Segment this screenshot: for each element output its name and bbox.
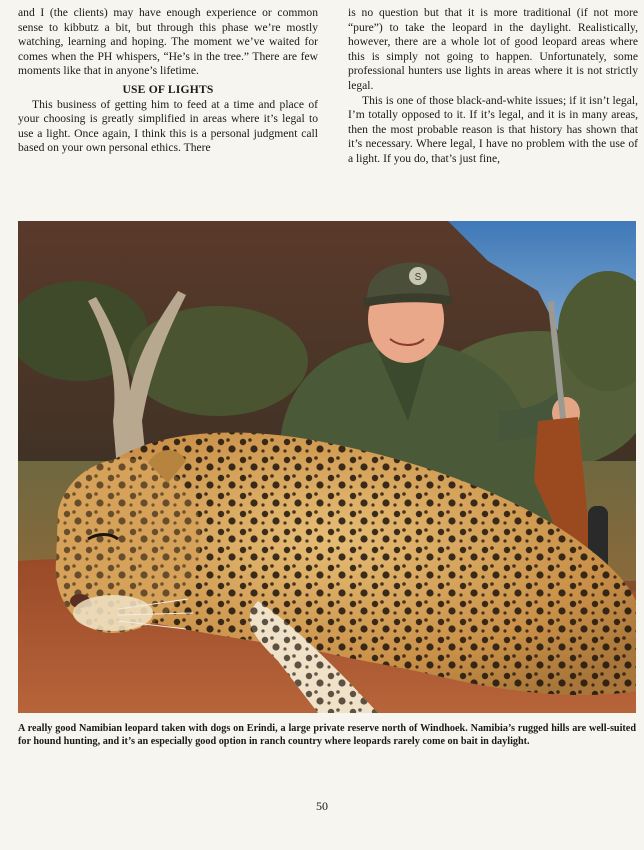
section-heading: USE OF LIGHTS [122, 82, 214, 96]
left-text-column [18, 6, 318, 156]
ethics-paragraph: This is one of those black-and-white issues; if it isn’t legal, I’m totally opposed to it. If it’s legal, and it is in many areas, then the most probable reason is that history has shown that it’s necessary. Where legal, I have no problem with the use of a light. If you do, that’s just fine, [348, 93, 638, 165]
photo-caption: A really good Namibian leopard taken with dogs on Erindi, a large private reserve north of Windhoek. Namibia’s rugged hills are well-suited for hound hunting, and it’s an especially good option in ranch country where leopards rarely come on bait in daylight. [18, 723, 636, 747]
right-text-column [348, 6, 638, 167]
continued-paragraph: is no question but that it is more traditional (if not more “pure”) to take the leopard in the daylight. Realistically, however, there are a whole lot of good leopard areas where this is simply not going to happen. Unfortunately, some professional hunters use lights in areas where it is not strictly legal. [348, 6, 638, 92]
photo-illustration [18, 221, 636, 713]
lights-paragraph: This business of getting him to feed at a time and place of your choosing is greatly simplified in areas where it’s legal to use a light. Once again, I think this is a personal judgment call based on your own personal ethics. There [18, 97, 318, 155]
leopard-hunt-photo [18, 221, 636, 713]
cap-emblem-letter: S [414, 272, 422, 283]
page-number: 50 [316, 799, 328, 813]
intro-paragraph: and I (the clients) may have enough experience or common sense to kibbutz a bit, but through this phase we’re mostly watching, learning and hoping. The moment we’ve waited for comes when the PH whispers, “He’s in the tree.” There are few moments like that in anyone’s lifetime. [18, 6, 318, 78]
